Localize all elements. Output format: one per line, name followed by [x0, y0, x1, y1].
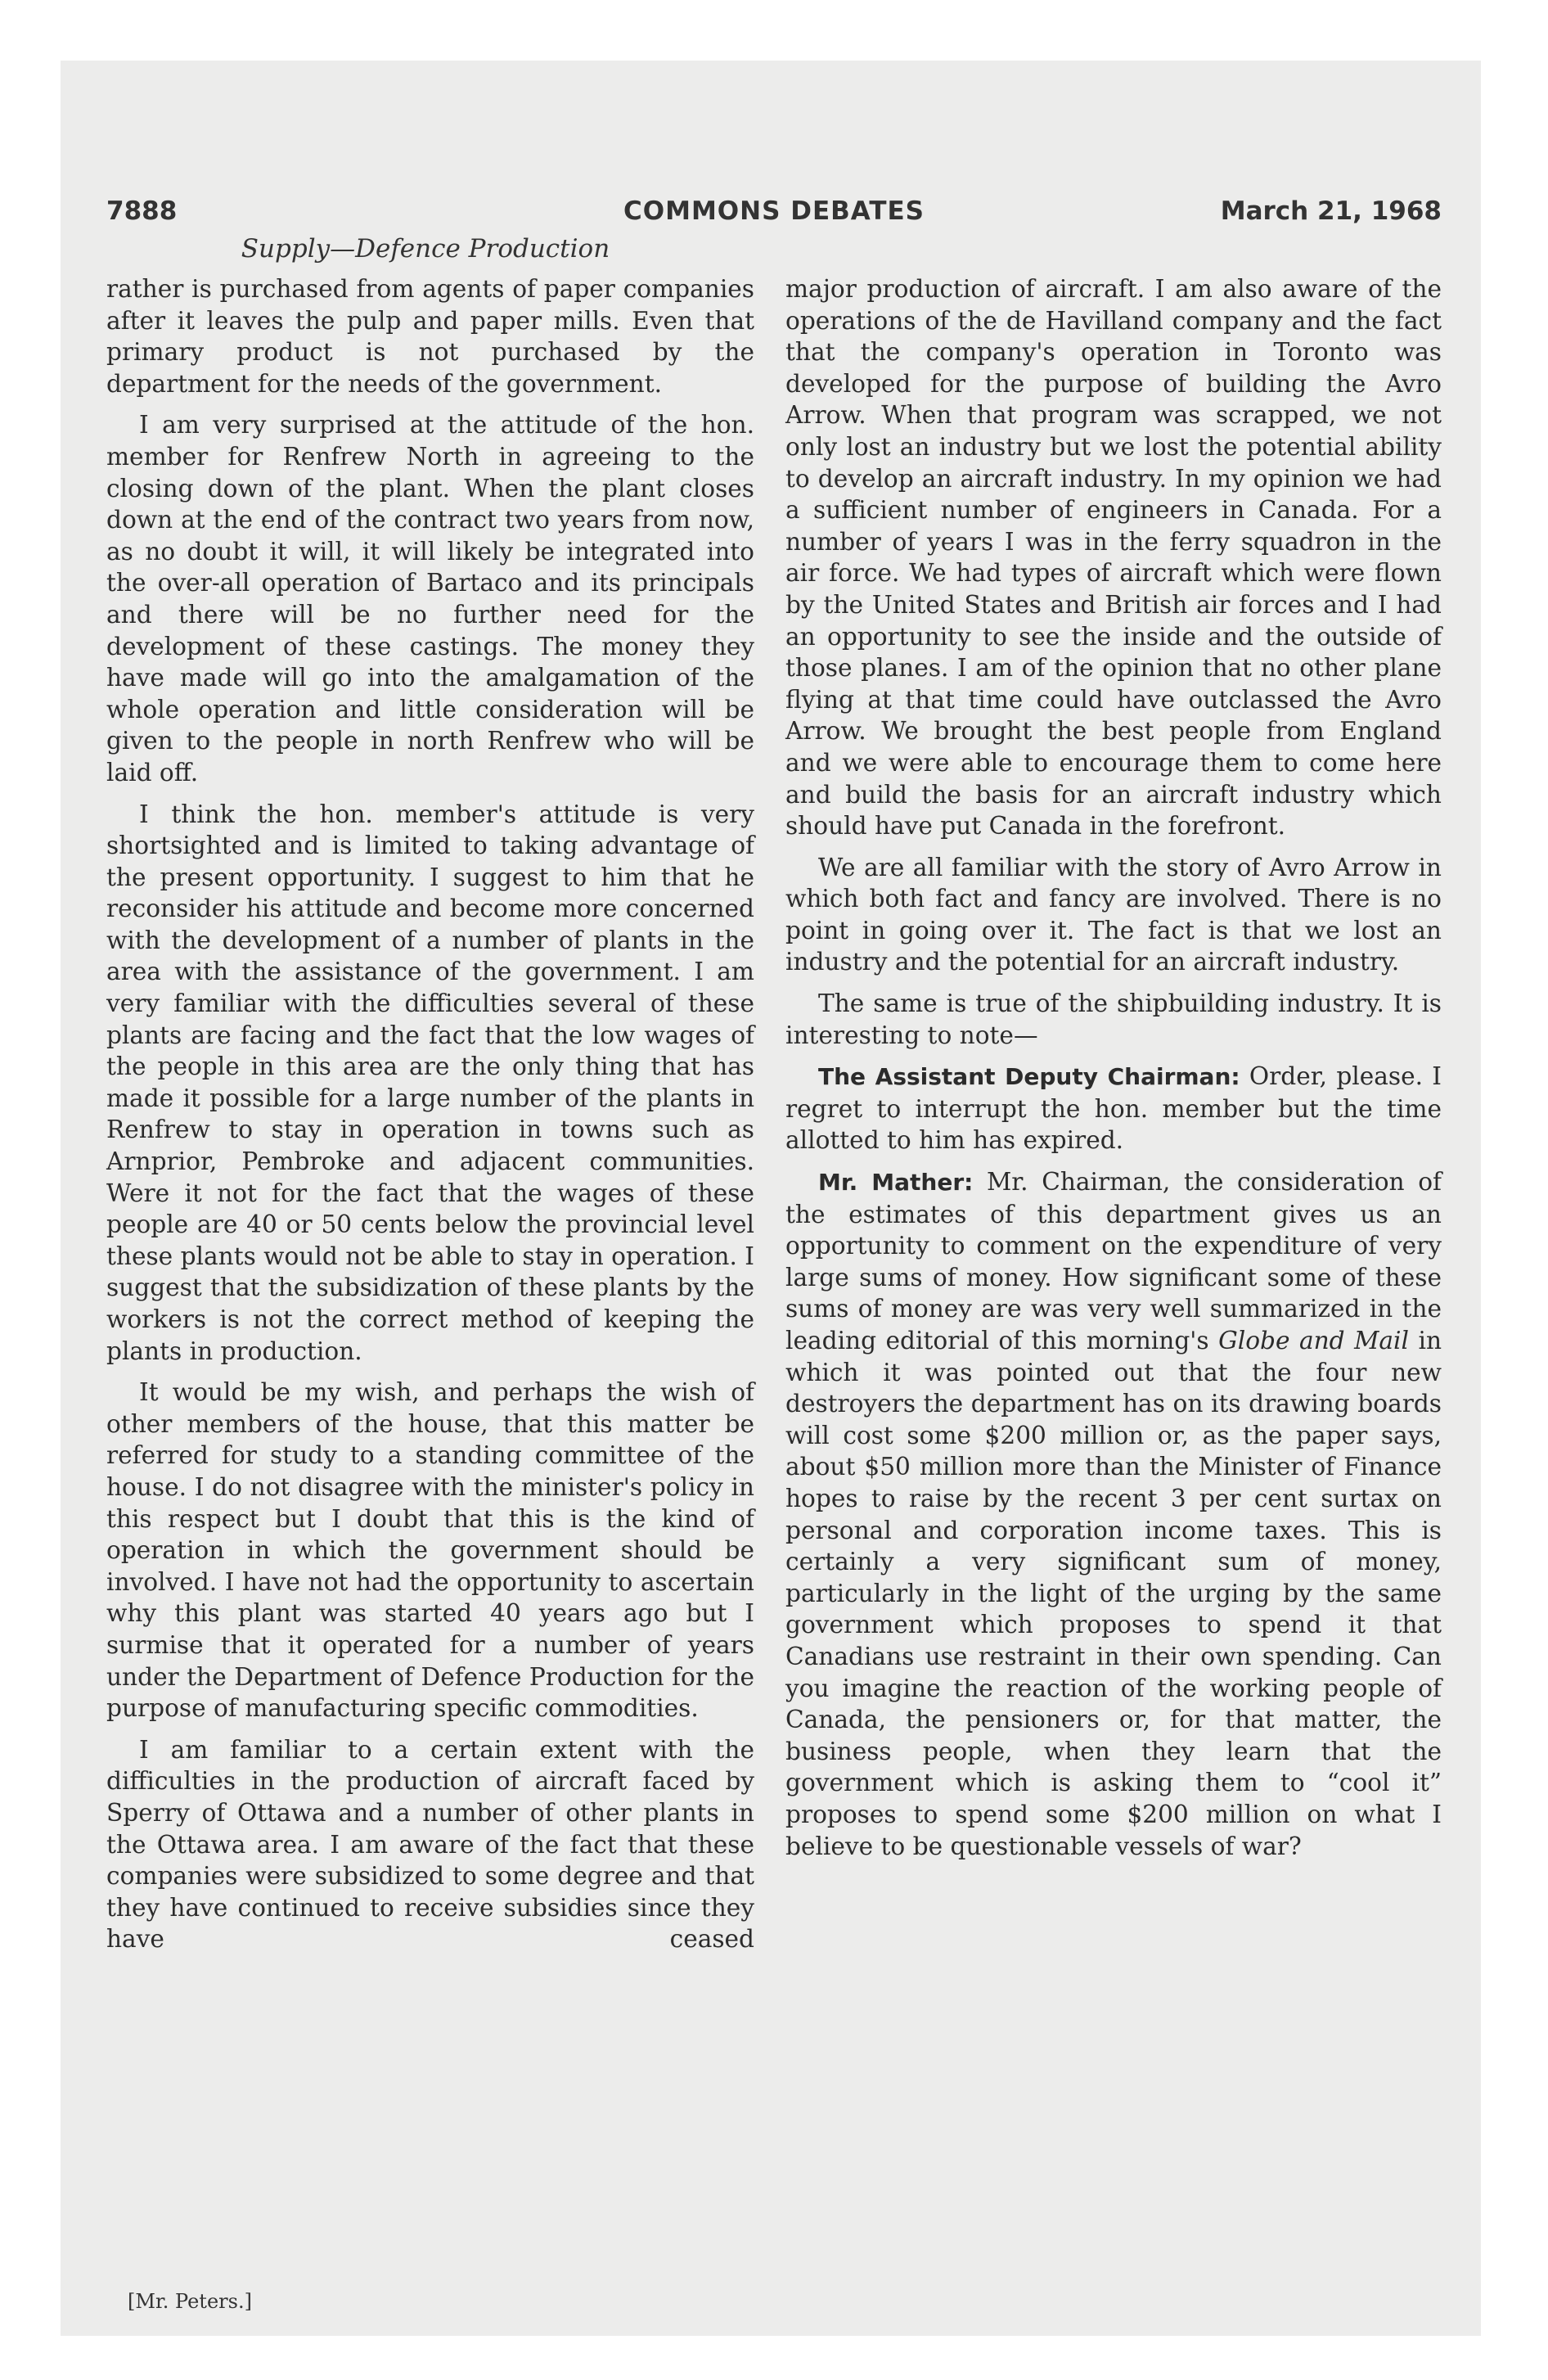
- speaker-name: Mr. Mather:: [818, 1169, 974, 1197]
- speaker-name: The Assistant Deputy Chairman:: [818, 1063, 1240, 1091]
- paragraph: I am familiar to a certain extent with the difficulties in the production of aircraft faced by Sperry of Ottawa and a number of other plants in the Ottawa area. I am aware of the fact that these companies were subsidized to some degree and that they have continued to receive subsidies since they have ceased: [106, 1735, 754, 1954]
- paragraph: major production of aircraft. I am also aware of the operations of the de Havilland company and the fact that the company's operation in Toronto was developed for the purpose of building the Avro Arrow. When that program was scrapped, we not only lost an industry but we lost the potential ability to develop an aircraft industry. In my opinion we had a sufficient number of engineers in Canada. For a number of years I was in the ferry squadron in the air force. We had types of aircraft which were flown by the United States and British air forces and I had an opportunity to see the inside and the outside of those planes. I am of the opinion that no other plane flying at that time could have outclassed the Avro Arrow. We brought the best people from England and we were able to encourage them to come here and build the basis for an aircraft industry which should have put Canada in the forefront.: [785, 275, 1442, 841]
- paragraph: rather is purchased from agents of paper companies after it leaves the pulp and paper mills. Even that primary product is not purchased by the department for the needs of the government.: [106, 275, 754, 398]
- paragraph: We are all familiar with the story of Avro Arrow in which both fact and fancy are involved. There is no point in going over it. The fact is that we lost an industry and the potential for an aircraft industry.: [785, 853, 1442, 976]
- paragraph: I think the hon. member's attitude is very shortsighted and is limited to taking advantage of the present opportunity. I suggest to him that he reconsider his attitude and become more concerned with the development of a number of plants in the area with the assistance of the government. I am very familiar with the difficulties several of these plants are facing and the fact that the low wages of the people in this area are the only thing that has made it possible for a large number of the plants in Renfrew to stay in operation in towns such as Arnprior, Pembroke and adjacent communities. Were it not for the fact that the wages of these people are 40 or 50 cents below the provincial level these plants would not be able to stay in operation. I suggest that the subsidization of these plants by the workers is not the correct method of keeping the plants in production.: [106, 800, 754, 1365]
- speech-text: Mr. Chairman, the consideration of the estimates of this department gives us an opportunity to comment on the expenditure of very large sums of money. How significant some of these sums of money are was very well summarized in the leading editorial of this morning's: [785, 1168, 1442, 1355]
- section-subheading: Supply—Defence Production: [241, 234, 610, 264]
- document-page: [106, 188, 1442, 2313]
- paragraph: I am very surprised at the attitude of the hon. member for Renfrew North in agreeing to the closing down of the plant. When the plant closes down at the end of the contract two years from now, as no doubt it will, it will likely be integrated into the over-all operation of Bartaco and its principals and there will be no further need for the development of these castings. The money they have made will go into the amalgamation of the whole operation and little consideration will be given to the people in north Renfrew who will be laid off.: [106, 411, 754, 787]
- newspaper-title: Globe and Mail: [1218, 1327, 1409, 1355]
- speaker-attribution: [Mr. Peters.]: [128, 2290, 252, 2313]
- right-column: [785, 273, 1442, 1872]
- left-column: [106, 273, 754, 1965]
- paragraph: The same is true of the shipbuilding industry. It is interesting to note—: [785, 989, 1442, 1049]
- speech-paragraph: [785, 1061, 1442, 1156]
- publication-title: COMMONS DEBATES: [623, 196, 925, 226]
- speech-text: in which it was pointed out that the four new destroyers the department has on its drawing boards will cost some $200 million or, as the paper says, about $50 million more than the Minister of Finance hopes to raise by the recent 3 per cent surtax on personal and corporation income taxes. This is certainly a very significant sum of money, particularly in the light of the urging by the same government which proposes to spend it that Canadians use restraint in their own spending. Can you imagine the reaction of the working people of Canada, the pensioners or, for that matter, the business people, when they learn that the government which is asking them to “cool it” proposes to spend some $200 million on what I believe to be questionable vessels of war?: [785, 1327, 1442, 1860]
- speech-text: Order, please. I regret to interrupt the hon. member but the time allotted to him has expired.: [785, 1062, 1442, 1155]
- page-date: March 21, 1968: [1220, 196, 1442, 226]
- paragraph: It would be my wish, and perhaps the wish of other members of the house, that this matter be referred for study to a standing committee of the house. I do not disagree with the minister's policy in this respect but I doubt that this is the kind of operation in which the government should be involved. I have not had the opportunity to ascertain why this plant was started 40 years ago but I surmise that it operated for a number of years under the Department of Defence Production for the purpose of manufacturing specific commodities.: [106, 1378, 754, 1723]
- page-header: [106, 196, 1442, 236]
- page-number: 7888: [106, 196, 178, 226]
- speech-paragraph: [785, 1166, 1442, 1862]
